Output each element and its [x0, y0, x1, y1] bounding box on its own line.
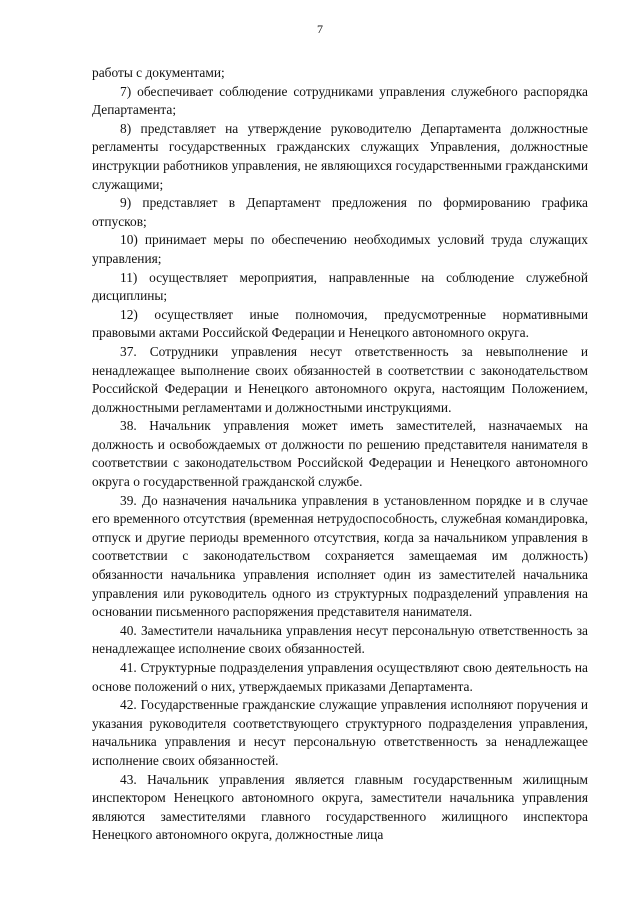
paragraph-37: 37. Сотрудники управления несут ответственность за невыполнение и ненадлежащее выполнение своих обязанностей в соответствии с законодательством Российской Федерации и Ненецкого автономного округа, настоящим Положением, должностными регламентами и должностными инструкциями. [92, 343, 588, 415]
paragraph-41: 41. Структурные подразделения управления осуществляют свою деятельность на основе положений о них, утверждаемых приказами Департамента. [92, 660, 588, 694]
paragraph-38: 38. Начальник управления может иметь заместителей, назначаемых на должность и освобождаемых от должности по решению представителя нанимателя в соответствии с законодательством Российской Федерации и Ненецкого автономного округа о государственной гражданской службе. [92, 418, 588, 490]
paragraph-item-7: 7) обеспечивает соблюдение сотрудниками управления служебного распорядка Департамента; [92, 83, 588, 118]
paragraph-continuation: работы с документами; [92, 65, 225, 80]
paragraph-43: 43. Начальник управления является главным государственным жилищным инспектором Ненецкого автономного округа, заместители начальника управления являются заместителями главного государственного жилищного инспектора Ненецкого автономного округа, должностные лица [92, 771, 588, 843]
paragraph-item-11: 11) осуществляет мероприятия, направленные на соблюдение служебной дисциплины; [92, 269, 588, 304]
document-body [92, 64, 588, 845]
paragraph-item-9: 9) представляет в Департамент предложения по формированию графика отпусков; [92, 195, 588, 229]
paragraph-39: 39. До назначения начальника управления в установленном порядке и в случае его временного отсутствия (временная нетрудоспособность, служебная командировка, отпуск и другие периоды временного отсутствия, когда за начальником управления в соответствии с законодательством сохраняется замещаемая им должность) обязанности начальника управления исполняет один из заместителей начальника управления или руководитель одного из структурных подразделений управления на основании письменного распоряжения представителя нанимателя. [92, 492, 588, 620]
paragraph-item-8: 8) представляет на утверждение руководителю Департамента должностные регламенты государственных гражданских служащих Управления, должностные инструкции работников управления, не являющихся государственными гражданскими служащими; [92, 120, 588, 192]
paragraph-40: 40. Заместители начальника управления несут персональную ответственность за ненадлежащее исполнение своих обязанностей. [92, 622, 588, 657]
page-number: 7 [317, 22, 323, 36]
paragraph-42: 42. Государственные гражданские служащие управления исполняют поручения и указания руководителя соответствующего структурного подразделения управления, начальника управления и несут персональную ответственность за ненадлежащее исполнение своих обязанностей. [92, 697, 588, 768]
paragraph-item-10: 10) принимает меры по обеспечению необходимых условий труда служащих управления; [92, 232, 588, 266]
paragraph-item-12: 12) осуществляет иные полномочия, предусмотренные нормативными правовыми актами Российской Федерации и Ненецкого автономного округа. [92, 306, 588, 341]
